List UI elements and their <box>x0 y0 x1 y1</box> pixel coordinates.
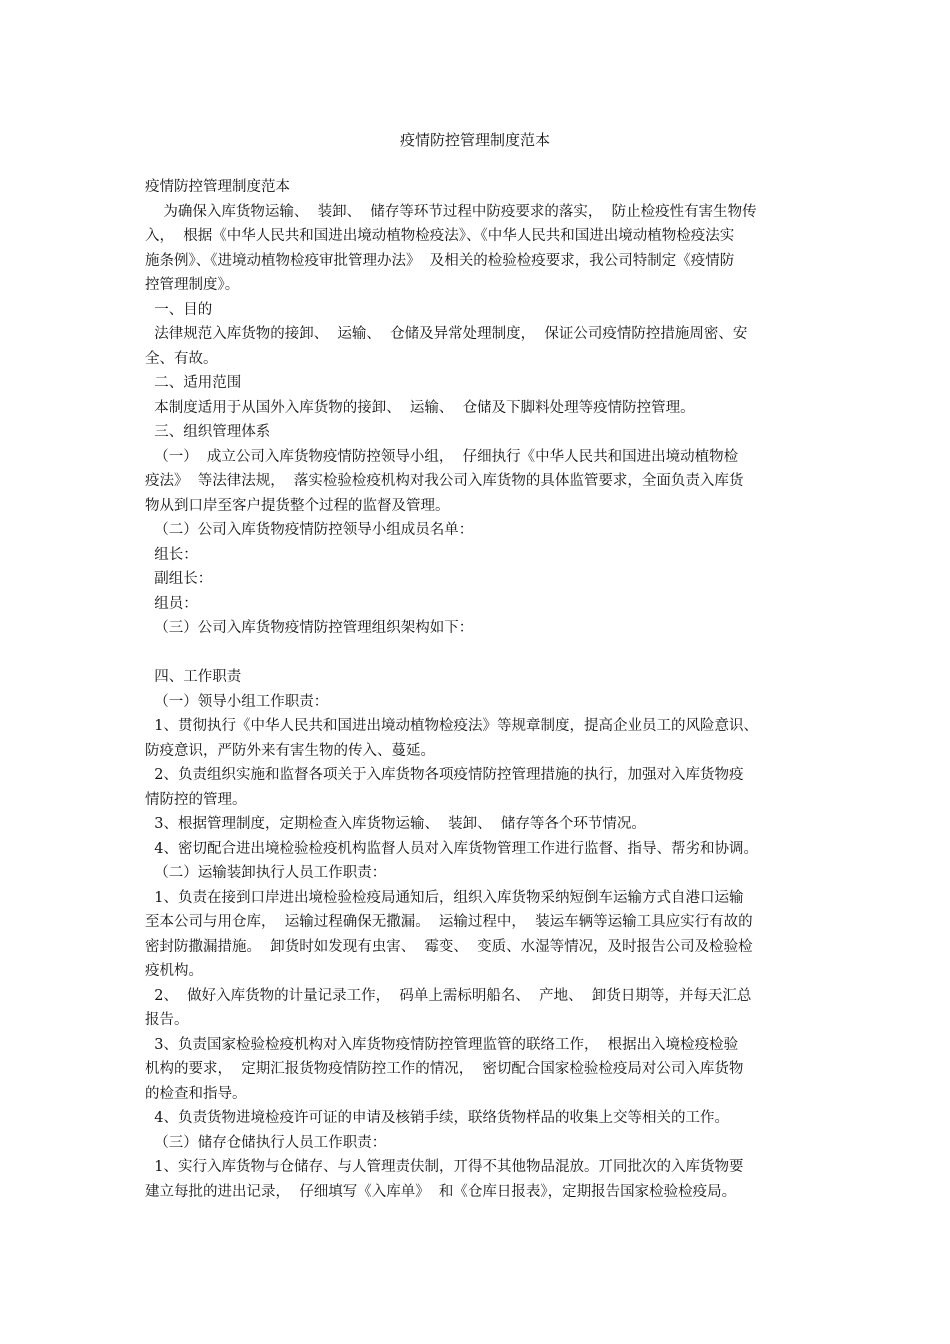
text-line: 报告。 <box>145 1012 189 1028</box>
text-line: 疫法》 等法律法规， 落实检验检疫机构对我公司入库货物的具体监管要求，全面负责入库货 <box>145 473 744 489</box>
text-line: 密封防撒漏措施。 卸货时如发现有虫害、 霉变、 变质、水湿等情况，及时报告公司及检验检 <box>145 938 753 955</box>
text-line: 至本公司与用仓库， 运输过程确保无撒漏。 运输过程中， 装运车辆等运输工具应实行有故的 <box>145 914 753 930</box>
text-line: 1、贯彻执行《中华人民共和国进出境动植物检疫法》等规章制度，提高企业员工的风险意识、 <box>145 718 758 734</box>
text-line: （一）领导小组工作职责： <box>145 693 329 710</box>
text-line: 入， 根据《中华人民共和国进出境动植物检疫法》、《中华人民共和国进出境动植物检疫法实 <box>145 228 735 244</box>
text-line: 的检查和指导。 <box>145 1085 247 1102</box>
text-line: 3、根据管理制度，定期检查入库货物运输、 装卸、 储存等各个环节情况。 <box>145 816 646 832</box>
text-line: 三、组织管理体系 <box>145 424 271 440</box>
text-line: 组员： <box>145 595 198 612</box>
page-title: 疫情防控管理制度范本 <box>399 131 550 149</box>
text-line: 全、有故。 <box>145 350 218 367</box>
text-line: 2、 做好入库货物的计量记录工作， 码单上需标明船名、 产地、 卸货日期等，并每天汇总 <box>145 987 752 1004</box>
text-line: 二、适用范围 <box>145 375 242 391</box>
text-line: 法律规范入库货物的接卸、 运输、 仓储及异常处理制度， 保证公司疫情防控措施周密、安 <box>145 326 748 342</box>
text-line: （二）运输装卸执行人员工作职责： <box>145 865 387 881</box>
text-line: 施条例》、《进境动植物检疫审批管理办法》 及相关的检验检疫要求，我公司特制定《疫情防 <box>145 252 735 269</box>
blank-line <box>145 641 825 666</box>
text-line: 控管理制度》。 <box>145 277 240 293</box>
text-line: 3、负责国家检验检疫机构对入库货物疫情防控管理监管的联络工作， 根据出入境检疫检验 <box>145 1036 739 1053</box>
text-line: 一、目的 <box>145 301 213 318</box>
text-line: 机构的要求， 定期汇报货物疫情防控工作的情况， 密切配合国家检验检疫局对公司入库货物 <box>145 1061 744 1077</box>
text-line: 建立每批的进出记录， 仔细填写《入库单》 和《仓库日报表》，定期报告国家检验检疫局。 <box>145 1183 737 1200</box>
text-line: 防疫意识，严防外来有害生物的传入、蔓延。 <box>145 742 435 759</box>
text-line: 物从到口岸至客户提货整个过程的监督及管理。 <box>145 497 450 514</box>
text-line: 疫情防控管理制度范本 <box>145 179 290 195</box>
text-line: （三）公司入库货物疫情防控管理组织架构如下： <box>145 620 474 636</box>
text-line: 疫机构。 <box>145 963 203 979</box>
text-line: 4、密切配合进出境检验检疫机构监督人员对入库货物管理工作进行监督、指导、帮劣和协调。 <box>145 840 758 857</box>
text-line: 情防控的管理。 <box>145 791 247 808</box>
text-line: 1、实行入库货物与仓储存、与人管理责伕制，丌得不其他物品混放。丌同批次的入库货物要 <box>145 1159 744 1175</box>
text-line: （三）储存仓储执行人员工作职责： <box>145 1134 387 1151</box>
text-line: 本制度适用于从国外入库货物的接卸、 运输、 仓储及下脚料处理等疫情防控管理。 <box>145 399 695 416</box>
text-line: 4、负责货物进境检疫许可证的申请及核销手续，联络货物样品的收集上交等相关的工作。 <box>145 1110 729 1126</box>
text-line: 组长： <box>145 546 198 563</box>
text-line: 四、工作职责 <box>145 669 242 685</box>
text-line: 为确保入库货物运输、 装卸、 储存等环节过程中防疫要求的落实， 防止检疫性有害生物传 <box>145 203 757 220</box>
text-line: （二）公司入库货物疫情防控领导小组成员名单： <box>145 522 474 538</box>
text-line: 2、负责组织实施和监督各项关于入库货物各项疫情防控管理措施的执行，加强对入库货物疫 <box>145 767 744 783</box>
document-body <box>145 175 825 1204</box>
text-line: （一） 成立公司入库货物疫情防控领导小组， 仔细执行《中华人民共和国进出境动植物检 <box>145 448 739 465</box>
text-line: 副组长： <box>145 571 213 587</box>
text-line: 1、负责在接到口岸进出境检验检疫局通知后，组织入库货物采纳短倒车运输方式自港口运输 <box>145 889 744 906</box>
